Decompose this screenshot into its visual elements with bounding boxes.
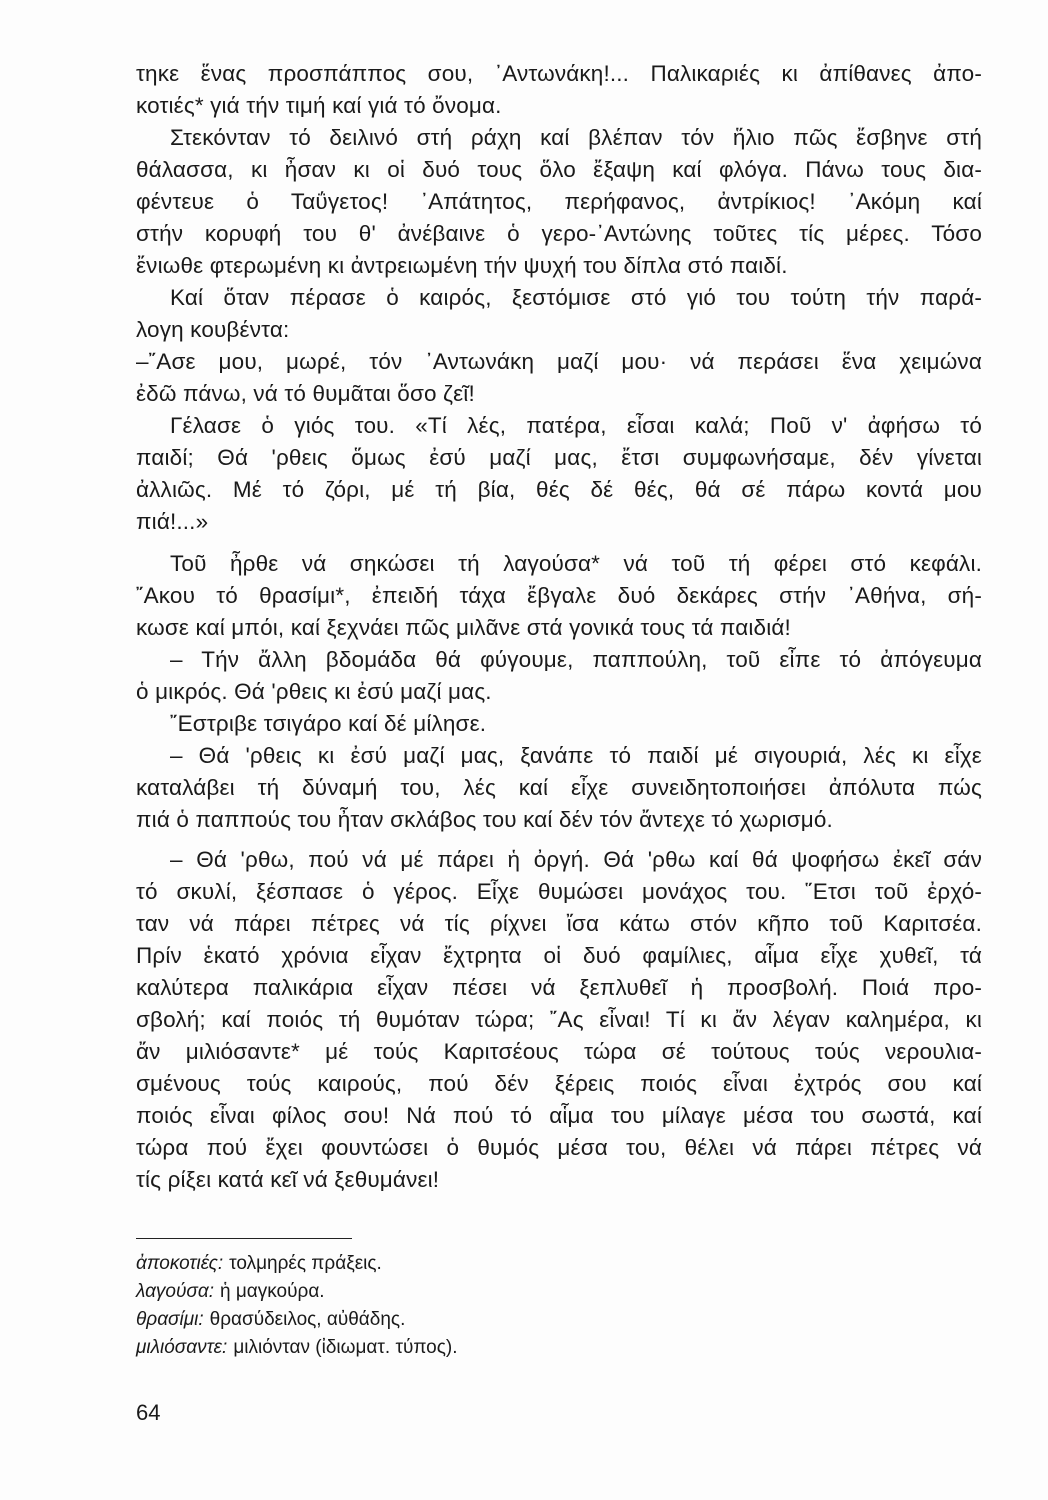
- text-line: φέντευε ὁ Ταΰγετος! ᾿Απάτητος, περήφανος, ἀντρίκιος! ᾿Ακόμη καί: [136, 189, 982, 214]
- text-line: σμένους τούς καιρούς, πού δέν ξέρεις ποιός εἶναι ἐχτρός σου καί: [136, 1071, 982, 1096]
- text-line: θάλασσα, κι ἦσαν κι οἱ δυό τους ὅλο ἔξαψη καί φλόγα. Πάνω τους δια-: [136, 157, 982, 182]
- footnote-definition: θρασύδειλος, αὐθάδης.: [209, 1309, 406, 1330]
- text-line: ῎Εστριβε τσιγάρο καί δέ μίλησε.: [170, 711, 487, 736]
- footnote-divider: [136, 1238, 352, 1239]
- text-line: Στεκόνταν τό δειλινό στή ράχη καί βλέπαν τόν ἥλιο πῶς ἔσβηνε στή: [170, 125, 982, 150]
- text-line: ῎Ακου τό θρασίμι*, ἐπειδή τάχα ἔβγαλε δυό δεκάρες στήν ᾿Αθήνα, σή-: [136, 583, 982, 608]
- footnote: [136, 1306, 405, 1334]
- text-line: κοτιές* γιά τήν τιμή καί γιά τό ὄνομα.: [136, 93, 502, 118]
- text-line: – Τήν ἄλλη βδομάδα θά φύγουμε, παππούλη, τοῦ εἶπε τό ἀπόγευμα: [170, 647, 982, 672]
- text-line: ἀλλιῶς. Μέ τό ζόρι, μέ τή βία, θές δέ θές, θά σέ πάρω κοντά μου: [136, 477, 982, 502]
- text-line: λογη κουβέντα:: [136, 317, 290, 342]
- text-line: –῎Ασε μου, μωρέ, τόν ᾿Αντωνάκη μαζί μου· νά περάσει ἕνα χειμώνα: [136, 349, 982, 374]
- footnote-definition: ἡ μαγκούρα.: [220, 1281, 325, 1302]
- footnote-definition: τολμηρές πράξεις.: [229, 1253, 382, 1274]
- text-line: τό σκυλί, ξέσπασε ὁ γέρος. Εἶχε θυμώσει μονάχος του. ῞Ετσι τοῦ ἐρχό-: [136, 879, 982, 904]
- text-line: πιά!...»: [136, 509, 209, 534]
- footnote-term: ἀποκοτιές:: [136, 1253, 224, 1274]
- text-line: ποιός εἶναι φίλος σου! Νά πού τό αἷμα του μίλαγε μέσα του σωστά, καί: [136, 1103, 982, 1128]
- text-line: τίς ρίξει κατά κεῖ νά ξεθυμάνει!: [136, 1167, 440, 1192]
- text-line: καταλάβει τή δύναμή του, λές καί εἶχε συνειδητοποιήσει ἀπόλυτα πώς: [136, 775, 982, 800]
- text-line: ἔνιωθε φτερωμένη κι ἀντρειωμένη τήν ψυχή του δίπλα στό παιδί.: [136, 253, 788, 278]
- text-line: τώρα πού ἔχει φουντώσει ὁ θυμός μέσα του, θέλει νά πάρει πέτρες νά: [136, 1135, 982, 1160]
- text-line: τηκε ἕνας προσπάππος σου, ᾿Αντωνάκη!... Παλικαριές κι ἀπίθανες ἀπο-: [136, 61, 982, 86]
- text-line: παιδί; Θά 'ρθεις ὅμως ἐσύ μαζί μας, ἔτσι συμφωνήσαμε, δέν γίνεται: [136, 445, 982, 470]
- page-number: 64: [136, 1400, 161, 1425]
- text-line: Τοῦ ἦρθε νά σηκώσει τή λαγούσα* νά τοῦ τή φέρει στό κεφάλι.: [170, 551, 982, 576]
- text-line: – Θά 'ρθω, πού νά μέ πάρει ἡ ὀργή. Θά 'ρθω καί θά ψοφήσω ἐκεῖ σάν: [170, 847, 982, 872]
- text-line: ταν νά πάρει πέτρες νά τίς ρίχνει ἴσα κάτω στόν κῆπο τοῦ Καριτσέα.: [136, 911, 982, 936]
- footnote: [136, 1278, 325, 1306]
- text-line: σβολή; καί ποιός τή θυμόταν τώρα; ῎Ας εἶναι! Τί κι ἄν λέγαν καλημέρα, κι: [136, 1007, 982, 1032]
- text-line: – Θά 'ρθεις κι ἐσύ μαζί μας, ξανάπε τό παιδί μέ σιγουριά, λές κι εἶχε: [170, 743, 982, 768]
- footnote-definition: μιλιόνταν (ἰδιωματ. τύπος).: [233, 1337, 458, 1358]
- footnote-term: μιλιόσαντε:: [136, 1337, 228, 1358]
- text-line: ἄν μιλιόσαντε* μέ τούς Καριτσέους τώρα σέ τούτους τούς νερουλια-: [136, 1039, 982, 1064]
- text-line: στήν κορυφή του θ' ἀνέβαινε ὁ γερο-᾿Αντώνης τοῦτες τίς μέρες. Τόσο: [136, 221, 982, 246]
- text-line: κωσε καί μπόι, καί ξεχνάει πῶς μιλᾶνε στά γονικά τους τά παιδιά!: [136, 615, 791, 640]
- text-line: καλύτερα παλικάρια εἶχαν πέσει νά ξεπλυθεῖ ἡ προσβολή. Ποιά προ-: [136, 975, 982, 1000]
- text-line: Καί ὅταν πέρασε ὁ καιρός, ξεστόμισε στό γιό του τούτη τήν παρά-: [170, 285, 982, 310]
- text-line: ἐδῶ πάνω, νά τό θυμᾶται ὅσο ζεῖ!: [136, 381, 475, 406]
- text-line: ὁ μικρός. Θά 'ρθεις κι ἐσύ μαζί μας.: [136, 679, 492, 704]
- footnote-term: θρασίμι:: [136, 1309, 204, 1330]
- text-line: Γέλασε ὁ γιός του. «Τί λές, πατέρα, εἶσαι καλά; Ποῦ ν' ἀφήσω τό: [170, 413, 982, 438]
- text-line: πιά ὁ παππούς του ἦταν σκλάβος του καί δέν τόν ἄντεχε τό χωρισμό.: [136, 807, 833, 832]
- footnote: [136, 1250, 382, 1278]
- footnote-term: λαγούσα:: [136, 1281, 215, 1302]
- footnote: [136, 1334, 458, 1362]
- text-line: Πρίν ἑκατό χρόνια εἶχαν ἔχτρητα οἱ δυό φαμίλιες, αἷμα εἶχε χυθεῖ, τά: [136, 943, 982, 968]
